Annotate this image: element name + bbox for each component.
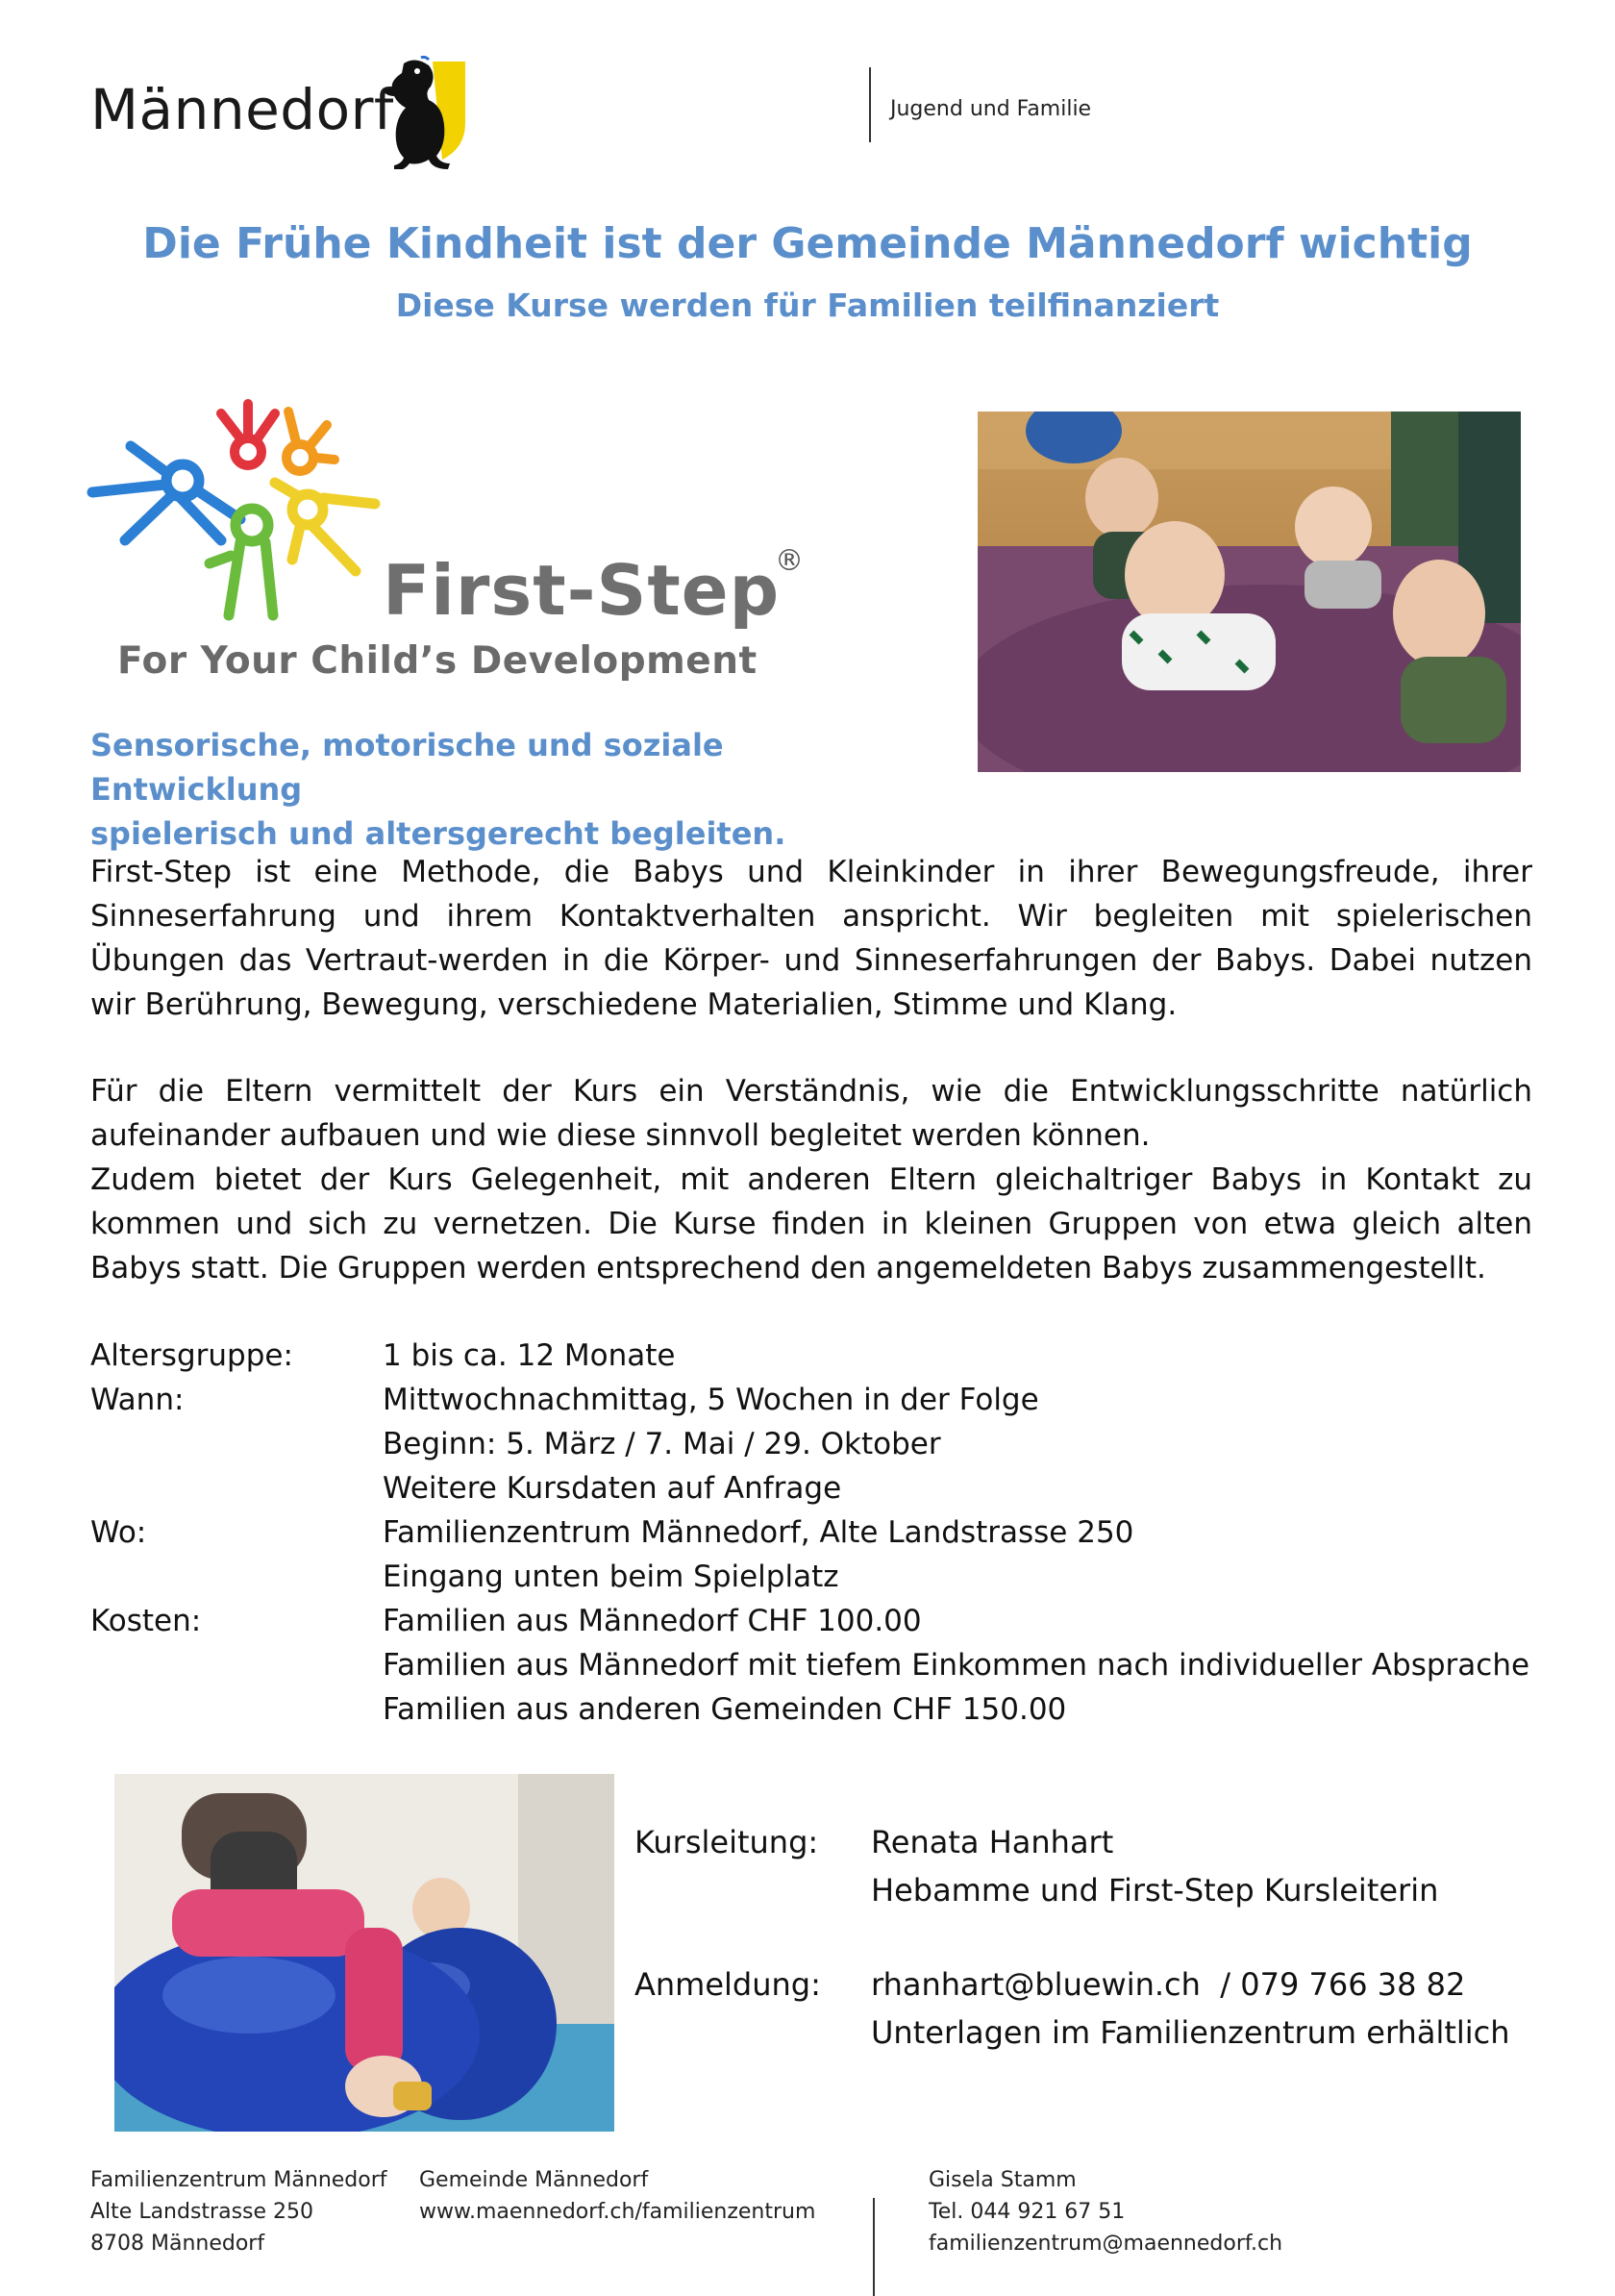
page-headline: Die Frühe Kindheit ist der Gemeinde Männedorf wichtig [142, 219, 1473, 268]
department-label: Jugend und Familie [890, 97, 1092, 121]
first-step-logo-figures-icon [87, 396, 394, 627]
details-label: Wo: [90, 1515, 147, 1550]
babies-on-mat-photo [978, 412, 1521, 772]
footer-divider [873, 2198, 875, 2296]
footer-line: Alte Landstrasse 250 [90, 2200, 314, 2224]
details-row-when [90, 1378, 1571, 1510]
contact-row-signup [634, 1960, 1510, 2057]
leader-name: Renata Hanhart [871, 1824, 1114, 1860]
signup-note: Unterlagen im Familienzentrum erhältlich [871, 2014, 1510, 2051]
contact-value [871, 1818, 1438, 1914]
first-step-logo-tagline: For Your Child’s Development [117, 639, 758, 683]
municipality-wordmark: Männedorf [90, 77, 394, 142]
details-value-line: Familien aus Männedorf CHF 100.00 [383, 1604, 922, 1638]
contact-label: Anmeldung: [634, 1966, 821, 2003]
details-value [383, 1334, 1571, 1378]
signup-contact[interactable]: rhanhart@bluewin.ch / 079 766 38 82 [871, 1966, 1466, 2003]
first-step-logo-name: First-Step [383, 550, 781, 631]
details-row-costs [90, 1599, 1571, 1732]
leader-role: Hebamme und First-Step Kursleiterin [871, 1872, 1439, 1909]
contact-row-leader [634, 1818, 1510, 1914]
footer-line: Tel. 044 921 67 51 [929, 2200, 1126, 2224]
contact-value [871, 1960, 1510, 2057]
footer-line: Gemeinde Männedorf [419, 2168, 649, 2192]
details-value-line: Mittwochnachmittag, 5 Wochen in der Folge [383, 1383, 1039, 1417]
details-value-line: 1 bis ca. 12 Monate [383, 1338, 676, 1373]
contact-block [634, 1818, 1510, 2057]
page-subheadline: Diese Kurse werden für Familien teilfinanziert [395, 287, 1220, 324]
footer-municipality [419, 2164, 815, 2228]
details-value-line: Familien aus Männedorf mit tiefem Einkommen nach individueller Absprache [383, 1648, 1530, 1683]
groups-paragraph: Zudem bietet der Kurs Gelegenheit, mit anderen Eltern gleichaltriger Babys in Kontakt zu kommen und sich zu vernetzen. Die Kurse finden in kleinen Gruppen von etwa gleich alten Babys statt. Die Gruppen werden entsprechend den angemeldeten Babys zusammengestellt. [90, 1162, 1532, 1285]
babies-on-exercise-balls-photo [114, 1774, 614, 2132]
footer-contact [929, 2164, 1282, 2259]
footer-email[interactable]: familienzentrum@maennedorf.ch [929, 2232, 1283, 2256]
intro-tagline [90, 723, 917, 856]
details-label: Wann: [90, 1383, 185, 1417]
details-value-line: Beginn: 5. März / 7. Mai / 29. Oktober [383, 1427, 941, 1461]
parents-paragraph: Für die Eltern vermittelt der Kurs ein Verständnis, wie die Entwicklungsschritte natürlich aufeinander aufbauen und wie diese sinnvoll begleitet werden können. [90, 1074, 1532, 1153]
footer-line: 8708 Männedorf [90, 2232, 265, 2256]
details-row-age [90, 1334, 1571, 1378]
intro-line: spielerisch und altersgerecht begleiten. [90, 815, 786, 852]
details-value-line: Eingang unten beim Spielplatz [383, 1560, 839, 1594]
footer-line: Gisela Stamm [929, 2168, 1077, 2192]
details-value [383, 1378, 1571, 1510]
footer-address [90, 2164, 387, 2259]
details-value-line: Familien aus anderen Gemeinden CHF 150.00 [383, 1692, 1067, 1727]
intro-line: Sensorische, motorische und soziale Entwicklung [90, 727, 724, 808]
footer-link[interactable]: www.maennedorf.ch/familienzentrum [419, 2200, 816, 2224]
details-value [383, 1599, 1571, 1732]
contact-label: Kursleitung: [634, 1824, 819, 1860]
coat-of-arms-icon [383, 56, 467, 169]
registered-mark: ® [775, 544, 804, 578]
details-value-line: Weitere Kursdaten auf Anfrage [383, 1471, 842, 1506]
details-label: Altersgruppe: [90, 1338, 293, 1373]
details-value-line: Familienzentrum Männedorf, Alte Landstrasse 250 [383, 1515, 1134, 1550]
details-value [383, 1510, 1571, 1599]
footer-line: Familienzentrum Männedorf [90, 2168, 387, 2192]
course-details [90, 1334, 1571, 1732]
header-divider [869, 67, 871, 142]
details-label: Kosten: [90, 1604, 202, 1638]
details-row-where [90, 1510, 1571, 1599]
description-paragraph: First-Step ist eine Methode, die Babys und Kleinkinder in ihrer Bewegungsfreude, ihrer Sinneserfahrung und ihrem Kontaktverhalten anspricht. Wir begleiten mit spielerischen Übungen das Vertraut-werden in die Körper- und Sinneserfahrungen der Babys. Dabei nutzen wir Berührung, Bewegung, verschiedene Materialien, Stimme und Klang. [90, 855, 1532, 1022]
